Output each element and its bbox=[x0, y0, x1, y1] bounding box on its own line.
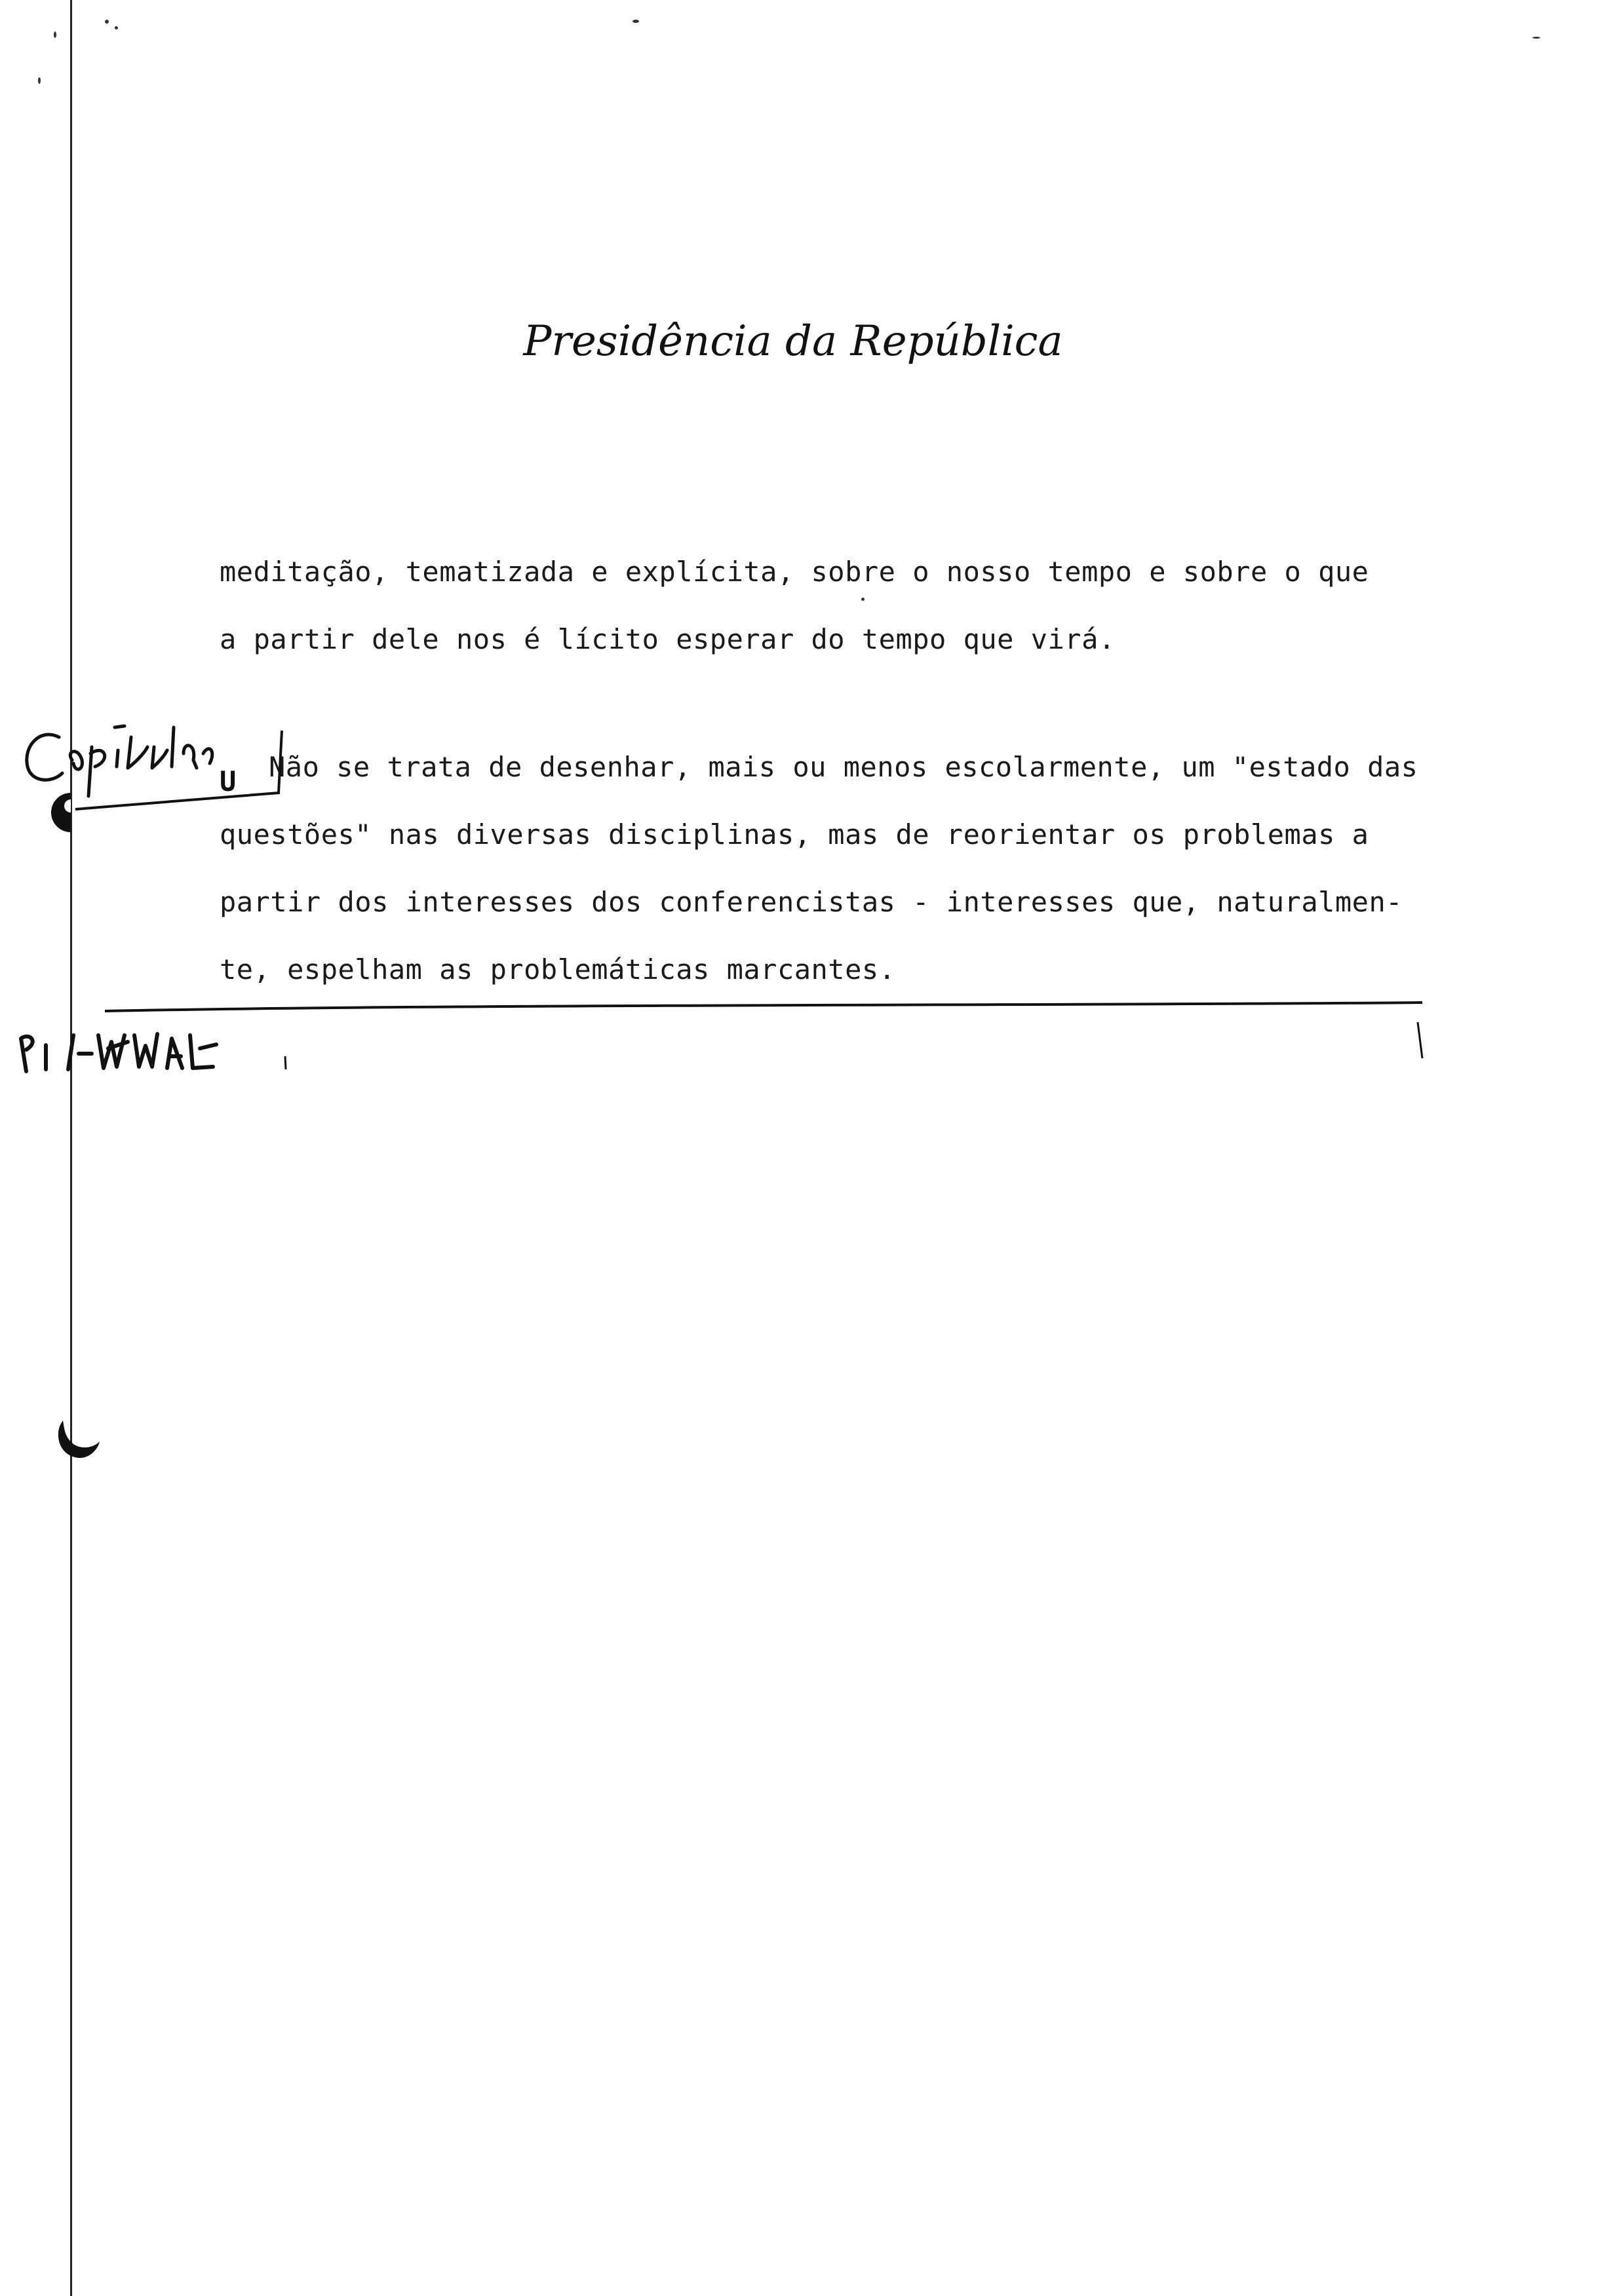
right-tick bbox=[1418, 1022, 1422, 1058]
scan-speck bbox=[38, 77, 41, 84]
small-tick-bottom bbox=[285, 1056, 286, 1069]
paragraph-2-line-4: te, espelham as problemáticas marcantes. bbox=[220, 953, 896, 985]
scan-speck bbox=[115, 26, 118, 29]
separator-line bbox=[105, 1003, 1422, 1011]
binding-line bbox=[70, 0, 72, 2296]
paragraph-2-line-2: questões" nas diversas disciplinas, mas de reorientar os problemas a bbox=[220, 818, 1369, 851]
letterhead bbox=[511, 308, 1075, 380]
bottom-handwritten-note bbox=[21, 1034, 216, 1071]
scan-speck bbox=[54, 31, 56, 38]
scan-speck bbox=[632, 20, 639, 23]
scan-speck bbox=[861, 598, 865, 601]
binding-mark-upper bbox=[51, 793, 71, 832]
margin-note-capitular bbox=[27, 726, 212, 796]
paragraph-1-line-2: a partir dele nos é lícito esperar do tempo que virá. bbox=[220, 623, 1116, 655]
paragraph-2-line-1: Não se trata de desenhar, mais ou menos escolarmente, um "estado das bbox=[269, 751, 1418, 783]
annotation-bracket bbox=[75, 731, 282, 809]
scan-speck bbox=[105, 20, 109, 24]
letterhead-title: Presidência da República bbox=[523, 317, 1063, 366]
paragraph-2-line-3: partir dos interesses dos conferencistas - interesses que, naturalmen- bbox=[220, 886, 1403, 918]
binding-mark-lower bbox=[58, 1421, 100, 1458]
struck-out-mark: U bbox=[220, 765, 237, 797]
paragraph-1-line-1: meditação, tematizada e explícita, sobre o nosso tempo e sobre o que bbox=[220, 556, 1369, 588]
scan-speck bbox=[1532, 37, 1540, 39]
